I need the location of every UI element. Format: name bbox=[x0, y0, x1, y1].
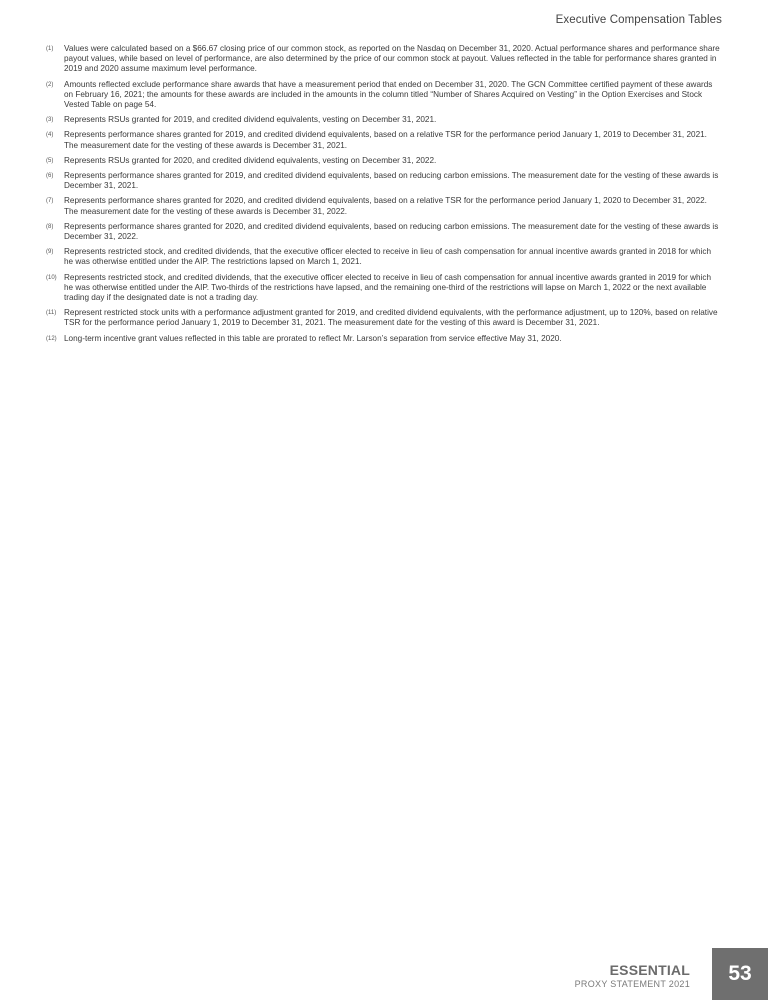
page-number-box bbox=[712, 948, 768, 1000]
footnote-text: Represents performance shares granted for 2020, and credited dividend equivalents, based on a relative TSR for the performance period January 1, 2020 to December 31, 2022. The measurement date for the vesting of these awards is December 31, 2022. bbox=[64, 196, 707, 216]
footnote-item bbox=[46, 222, 722, 242]
footnote-text: Represents restricted stock, and credited dividends, that the executive officer elected to receive in lieu of cash compensation for annual incentive awards granted in 2018 for which he was otherwise entitled under the AIP. The restrictions lapsed on March 1, 2021. bbox=[64, 247, 712, 267]
footnote-item bbox=[46, 44, 722, 75]
footnote-text: Represents performance shares granted for 2019, and credited dividend equivalents, based on reducing carbon emissions. The measurement date for the vesting of these awards is December 31, 2021. bbox=[64, 171, 719, 191]
footnote-item bbox=[46, 273, 722, 304]
footnote-marker: (3) bbox=[46, 117, 54, 124]
footnote-text: Represents performance shares granted for 2020, and credited dividend equivalents, based on reducing carbon emissions. The measurement date for the vesting of these awards is December 31, 2022. bbox=[64, 221, 719, 242]
footnote-marker: (1) bbox=[46, 46, 54, 52]
footnote-marker: (11) bbox=[46, 310, 57, 317]
footnote-marker: (4) bbox=[46, 132, 54, 139]
footnote-text: Represents RSUs granted for 2019, and credited dividend equivalents, vesting on December 31, 2021. bbox=[64, 115, 437, 125]
footnote-text: Represents RSUs granted for 2020, and credited dividend equivalents, vesting on December 31, 2022. bbox=[64, 155, 437, 165]
footnote-item bbox=[46, 80, 722, 111]
footnotes-list bbox=[46, 44, 722, 349]
footnote-text: Values were calculated based on a $66.67 closing price of our common stock, as reported on the Nasdaq on December 31, 2020. Actual performance shares and performance share payout values, while based on level of performance, are also determined by the price of our common stock at payout. Values reflected in the table for performance shares granted in 2019 and 2020 assume maximum level performance. bbox=[64, 44, 720, 74]
footnote-text: Represents restricted stock, and credited dividends, that the executive officer elected to receive in lieu of cash compensation for annual incentive awards granted in 2019 for which he was otherwise entitled under the AIP. Two-thirds of the restrictions have lapsed, and the remaining one-third of the restrictions will lapse on March 1, 2022 or the next available trading day if the designated date is not a trading day. bbox=[64, 272, 712, 303]
footnote-text: Long-term incentive grant values reflected in this table are prorated to reflect Mr. Larson’s separation from service effective May 31, 2020. bbox=[64, 333, 562, 343]
footnote-item bbox=[46, 171, 722, 191]
footnote-item bbox=[46, 247, 722, 267]
footnote-item bbox=[46, 115, 722, 125]
brand-name: ESSENTIAL bbox=[609, 962, 690, 978]
footnote-marker: (2) bbox=[46, 81, 54, 88]
section-title: Executive Compensation Tables bbox=[555, 14, 722, 26]
footnote-text: Amounts reflected exclude performance share awards that have a measurement period that ended on December 31, 2020. The GCN Committee certified payment of these awards on February 16, 2021; the amounts for these awards are included in the amounts in the column titled “Number of Shares Acquired on Vesting” in the Option Exercises and Stock Vested Table on page 54. bbox=[64, 79, 713, 110]
footnote-text: Represent restricted stock units with a performance adjustment granted for 2019, and credited dividend equivalents, with the performance adjustment, up to 120%, based on relative TSR for the performance period January 1, 2019 to December 31, 2021. The measurement date for the vesting of this award is December 31, 2021. bbox=[64, 308, 718, 328]
footnote-item bbox=[46, 196, 722, 216]
footnote-marker: (8) bbox=[46, 223, 54, 230]
footnote-text: Represents performance shares granted for 2019, and credited dividend equivalents, based on a relative TSR for the performance period January 1, 2019 to December 31, 2021. The measurement date for the vesting of these awards is December 31, 2021. bbox=[64, 130, 707, 150]
footnote-marker: (7) bbox=[46, 198, 54, 205]
footnote-marker: (10) bbox=[46, 274, 57, 281]
footnote-item bbox=[46, 156, 722, 166]
footnote-marker: (5) bbox=[46, 157, 54, 164]
footnote-item bbox=[46, 308, 722, 328]
footnote-item bbox=[46, 130, 722, 150]
footnote-marker: (6) bbox=[46, 173, 54, 180]
footer-brand bbox=[575, 962, 690, 990]
footnote-marker: (12) bbox=[46, 335, 57, 342]
page-number: 53 bbox=[728, 962, 752, 985]
footnote-marker: (9) bbox=[46, 249, 54, 256]
footnote-item bbox=[46, 334, 722, 344]
brand-subtitle: PROXY STATEMENT 2021 bbox=[574, 979, 690, 989]
